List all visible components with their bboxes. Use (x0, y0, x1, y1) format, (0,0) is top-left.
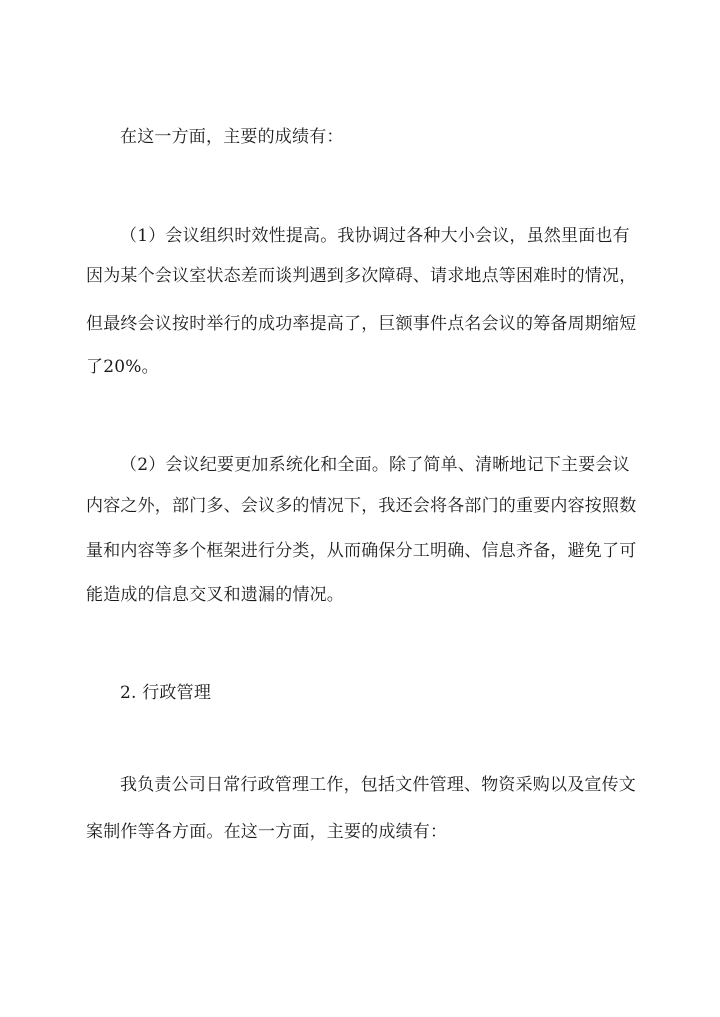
paragraph-line: 能造成的信息交叉和遗漏的情况。 (86, 585, 344, 605)
paragraph-line: 我负责公司日常行政管理工作，包括文件管理、物资采购以及宣传文 (120, 775, 636, 795)
intro-text: 在这一方面，主要的成绩有： (120, 127, 344, 147)
paragraph-line: 内容之外，部门多、会议多的情况下，我还会将各部门的重要内容按照数 (86, 496, 637, 516)
paragraph-line: 但最终会议按时举行的成功率提高了，巨额事件点名会议的筹备周期缩短 (86, 314, 637, 334)
paragraph-line: （1）会议组织时效性提高。我协调过各种大小会议，虽然里面也有 (120, 226, 630, 246)
paragraph-line: （2）会议纪要更加系统化和全面。除了简单、清晰地记下主要会议 (120, 455, 630, 475)
paragraph-line: 了20%。 (86, 357, 159, 377)
paragraph-line: 因为某个会议室状态差而谈判遇到多次障碍、请求地点等困难时的情况， (86, 266, 637, 286)
paragraph-line: 案制作等各方面。在这一方面，主要的成绩有： (86, 822, 448, 842)
section-heading: 2. 行政管理 (120, 683, 212, 703)
paragraph-line: 量和内容等多个框架进行分类，从而确保分工明确、信息齐备，避免了可 (86, 541, 637, 561)
